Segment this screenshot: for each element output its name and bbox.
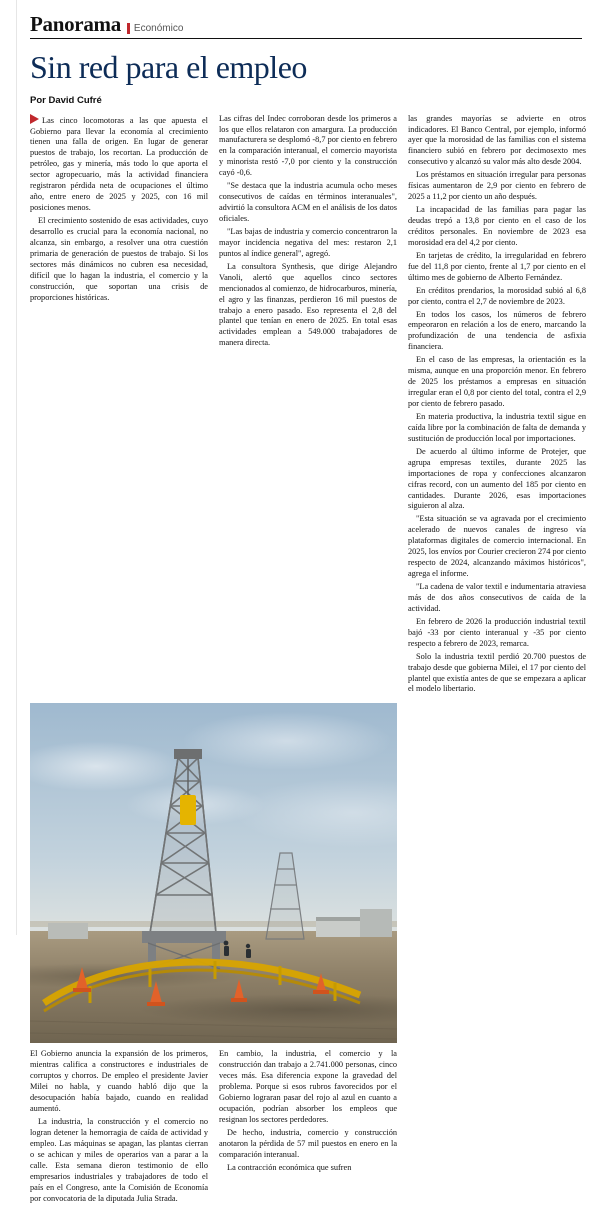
photo-rig-illustration (30, 703, 397, 1043)
paragraph: En cambio, la industria, el comercio y la construcción dan trabajo a 2.741.000 personas, cinco veces más. Esa diferencia expone la gravedad del problema. Porque si esos rubros favorecidos por el Gobierno lograran pasar del rojo al azul en cuanto a ocupación, podrían absorber los empleos que resignan los sectores perdedores. (219, 1049, 397, 1125)
paragraph: El Gobierno anuncia la expansión de los primeros, mientras califica a constructores e industriales de corruptos y chorros. De empleo el presidente Javier Milei no habla, y cuando habló dijo que la desocupación había bajado, cuando en realidad aumentó. (30, 1049, 208, 1114)
oil-drilling-rig-photo (30, 703, 397, 1043)
column-1 (30, 114, 208, 306)
paragraph: Solo la industria textil perdió 20.700 puestos de trabajo desde que gobierna Milei, el 17 por ciento del plantel que existía antes de que se empezara a aplicar el modelo libertario. (408, 651, 586, 694)
edge-strip-label (1, 0, 7, 16)
paragraph: "Esta situación se va agravada por el crecimiento acelerado de nuevos canales de ingreso vía plataformas digitales de comercio internacional. En 2025, los envíos por Courier crecieron 274 por ciento respecto de 2024, alcanzando máximos históricos", agrega el informe. (408, 514, 586, 579)
paragraph: La incapacidad de las familias para pagar las deudas trepó a 13,8 por ciento en el caso de los créditos personales. En noviembre de 2023 esa morosidad era del 4,2 por ciento. (408, 205, 586, 247)
publication-title: Panorama (30, 12, 121, 36)
masthead (30, 14, 582, 39)
paragraph: En materia productiva, la industria textil sigue en caída libre por la combinación de falta de demanda y sustitución de producción local por importaciones. (408, 411, 586, 443)
column-2 (219, 114, 397, 352)
paragraph (30, 114, 208, 214)
paragraph: En créditos prendarios, la morosidad subió al 6,8 por ciento, contra el 2,7 de noviembre de 2023. (408, 285, 586, 306)
paragraph: En el caso de las empresas, la orientación es la misma, aunque en una proporción menor. En febrero de 2025 los préstamos a empresas en situación irregular eran el 0,8 por ciento del total, contra el 2,9 por ciento de febrero pasado. (408, 355, 586, 409)
paragraph: En todos los casos, los números de febrero empeoraron en relación a los de enero, marcando la profundización de una tendencia de asfixia financiera. (408, 309, 586, 352)
paragraph: De hecho, industria, comercio y construcción anotaron la pérdida de 57 mil puestos en enero en la comparación interanual. (219, 1127, 397, 1159)
paragraph: El crecimiento sostenido de esas actividades, cuyo desarrollo es crucial para la economía nacional, no alcanza, sin embargo, a resolver una otra cuestión primaria de generación de puestos de trabajo. Si los sectores más dinámicos no cubren esa necesidad, difícil que lo hagan la industria, el comercio y la construcción, que soportan una crisis de proporciones históricas. (30, 216, 208, 302)
page-edge-strip (0, 0, 17, 935)
paragraph: La industria, la construcción y el comercio no logran detener la hemorragia de caída de actividad y empleo. Las máquinas se apagan, las plantas cierran o se achican y miles de operarios van a parar a la calle. Esta semana dieron testimonio de ello empresarios industriales y trabajadores de todo el país en el Congreso, ante la Comisión de Economía por convocatoria de la diputada Julia Strada. (30, 1117, 208, 1203)
paragraph: "Las bajas de industria y comercio concentraron la mayor incidencia negativa del mes: restaron 2,1 puntos al índice general", agregó. (219, 226, 397, 258)
article-headline: Sin red para el empleo (30, 49, 307, 85)
column-3 (408, 114, 586, 698)
section-label: Económico (133, 22, 184, 34)
section-label-wrap (127, 23, 183, 35)
paragraph: "Se destaca que la industria acumula ocho meses consecutivos de caídas en términos interanuales", advirtió la consultora ACM en el análisis de los datos oficiales. (219, 181, 397, 224)
article-columns-bottom (30, 1049, 582, 1206)
paragraph: De acuerdo al último informe de Protejer, que agrupa empresas textiles, durante 2025 las importaciones de ropa y confecciones alcanzaron cifras record, con un aumento del 185 por ciento en cantidades. Durante 2026, esas importaciones siguieron al alza. (408, 446, 586, 511)
paragraph: "La cadena de valor textil e indumentaria atraviesa más de dos años consecutivos de caída de la actividad. (408, 582, 586, 613)
column-2-continued (219, 1049, 397, 1175)
paragraph: La contracción económica que sufren (227, 1162, 352, 1172)
article-columns-top (30, 113, 586, 698)
column-1-continued (30, 1049, 208, 1206)
paragraph-text: Las cinco locomotoras a las que apuesta el Gobierno para llevar la economía al crecimiento tienen una falla de origen. En lugar de generar puestos de trabajo, los recortan. La producción de petróleo, gas y minería, más todo lo que aporta el sector agropecuario, más la actividad financiera registraron pérdida neta de ocupaciones el último año, entre enero de 2025 y 2025, con 16 mil posiciones menos. (30, 115, 208, 213)
paragraph: La consultora Synthesis, que dirige Alejandro Vanoli, alertó que aquellos cinco sectores mencionados al comienzo, de hidrocarburos, minería, el agro y las finanzas, perdieron 16 mil puestos de trabajo a enero pasado. Eso representa el 2,8 del plantel que tenían en enero de 2025. En total esas actividades emplean a 549.000 trabajadores de manera directa. (219, 261, 397, 348)
paragraph-marker-icon (30, 114, 39, 124)
paragraph: Los préstamos en situación irregular para personas físicas aumentaron de 2,9 por ciento en febrero de 2025 a 11,2 por ciento un año después. (408, 170, 586, 202)
section-accent-bar (127, 23, 130, 34)
paragraph: En tarjetas de crédito, la irregularidad en febrero fue del 11,8 por ciento, frente al 1,7 por ciento en el último mes de gobierno de Alberto Fernández. (408, 250, 586, 282)
paragraph: Las cifras del Indec corroboran desde los primeros a los que ellos relataron con amargura. La producción manufacturera se desplomó -8,7 por ciento en febrero en la comparación interanual, el comercio mayorista y minorista restó -7,0 por ciento y la construcción cayó -0,6. (219, 113, 397, 178)
article-byline: Por David Cufré (30, 94, 102, 106)
paragraph: las grandes mayorías se advierte en otros indicadores. El Banco Central, por ejemplo, informó ayer que la morosidad de las familias con el sistema financiero subió en febrero por decimosexto mes consecutivo y alcanzó su valor más alto desde 2004. (408, 113, 586, 167)
paragraph: En febrero de 2026 la producción industrial textil bajó -33 por ciento interanual y -35 por ciento respecto a febrero de 2023, remarca. (408, 616, 586, 648)
